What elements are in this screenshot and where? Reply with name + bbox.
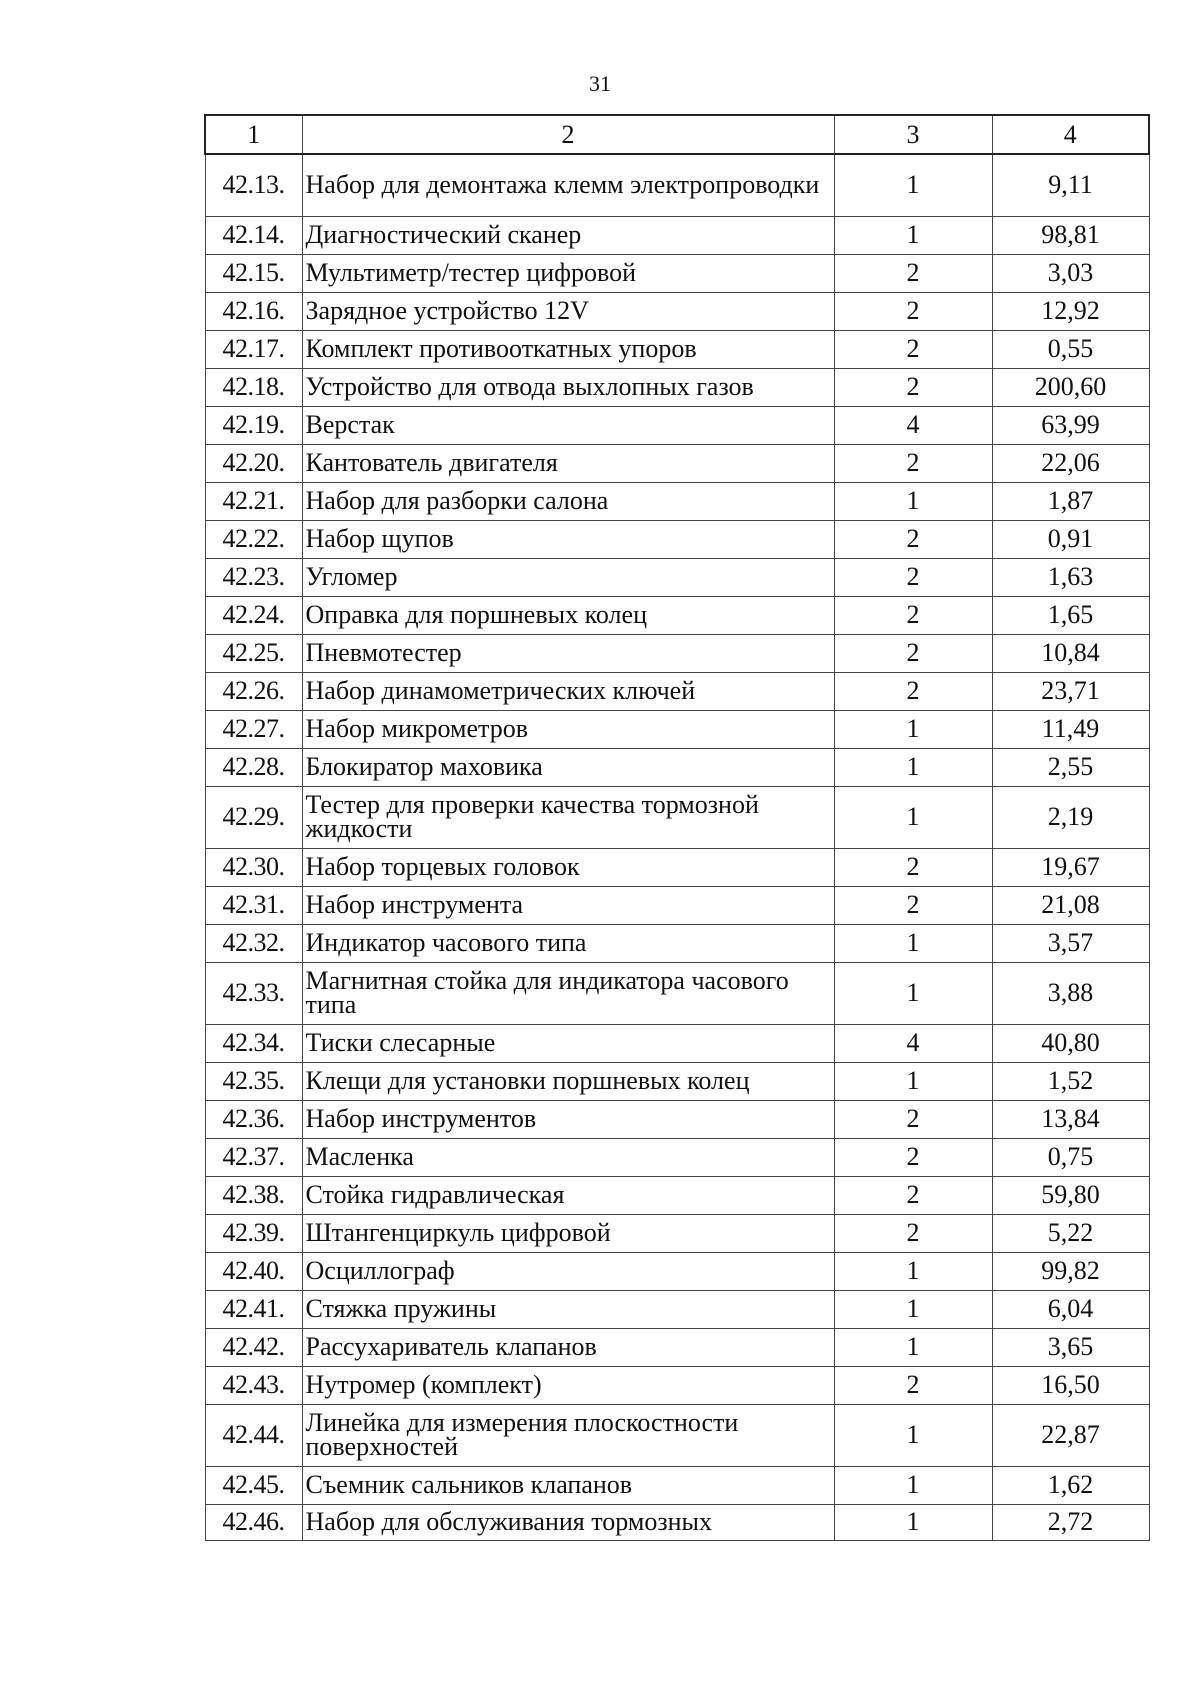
row-number: 42.18.: [205, 368, 302, 406]
header-col-1: 1: [205, 115, 302, 154]
table-row: [205, 154, 1149, 216]
table-row: [205, 1466, 1149, 1504]
table-row: [205, 962, 1149, 1024]
header-col-4: 4: [992, 115, 1149, 154]
row-number: 42.15.: [205, 254, 302, 292]
item-name: Набор для демонтажа клемм электропроводки: [302, 154, 834, 216]
item-quantity: 2: [834, 368, 992, 406]
item-quantity: 2: [834, 520, 992, 558]
item-name: Пневмотестер: [302, 634, 834, 672]
item-name: Зарядное устройство 12V: [302, 292, 834, 330]
item-quantity: 4: [834, 1024, 992, 1062]
item-quantity: 1: [834, 1290, 992, 1328]
item-value: 21,08: [992, 886, 1149, 924]
item-quantity: 1: [834, 1252, 992, 1290]
item-quantity: 2: [834, 1176, 992, 1214]
row-number: 42.17.: [205, 330, 302, 368]
item-quantity: 2: [834, 886, 992, 924]
item-quantity: 1: [834, 1328, 992, 1366]
item-quantity: 2: [834, 1138, 992, 1176]
row-number: 42.28.: [205, 748, 302, 786]
item-name: Набор инструментов: [302, 1100, 834, 1138]
item-value: 9,11: [992, 154, 1149, 216]
item-value: 3,57: [992, 924, 1149, 962]
row-number: 42.38.: [205, 1176, 302, 1214]
item-name: Масленка: [302, 1138, 834, 1176]
table-row: [205, 886, 1149, 924]
item-name: Штангенциркуль цифровой: [302, 1214, 834, 1252]
item-name: Комплект противооткатных упоров: [302, 330, 834, 368]
item-name: Блокиратор маховика: [302, 748, 834, 786]
row-number: 42.35.: [205, 1062, 302, 1100]
item-name: Набор динамометрических ключей: [302, 672, 834, 710]
row-number: 42.36.: [205, 1100, 302, 1138]
row-number: 42.45.: [205, 1466, 302, 1504]
item-value: 11,49: [992, 710, 1149, 748]
item-value: 59,80: [992, 1176, 1149, 1214]
item-quantity: 1: [834, 1504, 992, 1540]
item-quantity: 2: [834, 330, 992, 368]
item-quantity: 1: [834, 482, 992, 520]
item-value: 6,04: [992, 1290, 1149, 1328]
item-name: Индикатор часового типа: [302, 924, 834, 962]
item-quantity: 1: [834, 748, 992, 786]
item-value: 2,19: [992, 786, 1149, 848]
table-row: [205, 1138, 1149, 1176]
item-quantity: 2: [834, 444, 992, 482]
item-value: 3,03: [992, 254, 1149, 292]
table-row: [205, 596, 1149, 634]
row-number: 42.20.: [205, 444, 302, 482]
row-number: 42.21.: [205, 482, 302, 520]
item-value: 19,67: [992, 848, 1149, 886]
table-row: [205, 1290, 1149, 1328]
item-name: Набор инструмента: [302, 886, 834, 924]
row-number: 42.34.: [205, 1024, 302, 1062]
row-number: 42.40.: [205, 1252, 302, 1290]
row-number: 42.14.: [205, 216, 302, 254]
table-row: [205, 1062, 1149, 1100]
row-number: 42.30.: [205, 848, 302, 886]
item-name: Набор микрометров: [302, 710, 834, 748]
table-row: [205, 634, 1149, 672]
row-number: 42.43.: [205, 1366, 302, 1404]
item-value: 0,55: [992, 330, 1149, 368]
item-quantity: 2: [834, 1100, 992, 1138]
table-row: [205, 1252, 1149, 1290]
table-row: [205, 368, 1149, 406]
table-row: [205, 1366, 1149, 1404]
table-row: [205, 254, 1149, 292]
item-name: Клещи для установки поршневых колец: [302, 1062, 834, 1100]
item-quantity: 2: [834, 634, 992, 672]
item-value: 2,72: [992, 1504, 1149, 1540]
item-value: 63,99: [992, 406, 1149, 444]
item-quantity: 1: [834, 1404, 992, 1466]
table-row: [205, 1024, 1149, 1062]
table-row: [205, 924, 1149, 962]
item-value: 5,22: [992, 1214, 1149, 1252]
item-quantity: 1: [834, 154, 992, 216]
item-name: Диагностический сканер: [302, 216, 834, 254]
row-number: 42.16.: [205, 292, 302, 330]
row-number: 42.23.: [205, 558, 302, 596]
item-name: Набор щупов: [302, 520, 834, 558]
table-row: [205, 1504, 1149, 1540]
item-quantity: 2: [834, 292, 992, 330]
item-quantity: 2: [834, 1214, 992, 1252]
item-name: Тиски слесарные: [302, 1024, 834, 1062]
item-value: 13,84: [992, 1100, 1149, 1138]
item-name: Тестер для проверки качества тормозной жидкости: [302, 786, 834, 848]
item-value: 1,65: [992, 596, 1149, 634]
item-quantity: 2: [834, 672, 992, 710]
row-number: 42.46.: [205, 1504, 302, 1540]
item-quantity: 2: [834, 254, 992, 292]
table-row: [205, 330, 1149, 368]
row-number: 42.33.: [205, 962, 302, 1024]
row-number: 42.44.: [205, 1404, 302, 1466]
row-number: 42.39.: [205, 1214, 302, 1252]
item-name: Магнитная стойка для индикатора часового типа: [302, 962, 834, 1024]
item-quantity: 2: [834, 1366, 992, 1404]
row-number: 42.19.: [205, 406, 302, 444]
item-value: 99,82: [992, 1252, 1149, 1290]
item-quantity: 1: [834, 216, 992, 254]
item-name: Угломер: [302, 558, 834, 596]
item-value: 200,60: [992, 368, 1149, 406]
table-row: [205, 1176, 1149, 1214]
row-number: 42.24.: [205, 596, 302, 634]
item-value: 3,88: [992, 962, 1149, 1024]
header-col-2: 2: [302, 115, 834, 154]
item-name: Набор для разборки салона: [302, 482, 834, 520]
item-value: 98,81: [992, 216, 1149, 254]
table-row: [205, 292, 1149, 330]
row-number: 42.41.: [205, 1290, 302, 1328]
item-name: Линейка для измерения плоскостности поверхностей: [302, 1404, 834, 1466]
item-value: 22,87: [992, 1404, 1149, 1466]
item-quantity: 1: [834, 1466, 992, 1504]
table-row: [205, 520, 1149, 558]
table-row: [205, 710, 1149, 748]
row-number: 42.31.: [205, 886, 302, 924]
item-name: Стойка гидравлическая: [302, 1176, 834, 1214]
table-body: [205, 154, 1149, 1540]
equipment-table: [204, 114, 1150, 1541]
item-value: 22,06: [992, 444, 1149, 482]
item-quantity: 2: [834, 848, 992, 886]
page-number: 31: [589, 71, 611, 96]
table-row: [205, 1214, 1149, 1252]
row-number: 42.25.: [205, 634, 302, 672]
item-value: 16,50: [992, 1366, 1149, 1404]
item-value: 40,80: [992, 1024, 1149, 1062]
item-name: Мультиметр/тестер цифровой: [302, 254, 834, 292]
item-quantity: 1: [834, 962, 992, 1024]
table-row: [205, 406, 1149, 444]
item-value: 1,63: [992, 558, 1149, 596]
item-name: Кантователь двигателя: [302, 444, 834, 482]
item-name: Набор торцевых головок: [302, 848, 834, 886]
table-row: [205, 558, 1149, 596]
row-number: 42.29.: [205, 786, 302, 848]
item-value: 23,71: [992, 672, 1149, 710]
table-row: [205, 748, 1149, 786]
item-name: Рассухариватель клапанов: [302, 1328, 834, 1366]
header-col-3: 3: [834, 115, 992, 154]
item-value: 3,65: [992, 1328, 1149, 1366]
table-header: [205, 115, 1149, 154]
item-name: Осциллограф: [302, 1252, 834, 1290]
item-value: 0,91: [992, 520, 1149, 558]
table-row: [205, 1404, 1149, 1466]
item-value: 1,52: [992, 1062, 1149, 1100]
item-quantity: 2: [834, 558, 992, 596]
item-quantity: 4: [834, 406, 992, 444]
item-name: Съемник сальников клапанов: [302, 1466, 834, 1504]
row-number: 42.22.: [205, 520, 302, 558]
item-value: 1,62: [992, 1466, 1149, 1504]
row-number: 42.42.: [205, 1328, 302, 1366]
item-quantity: 1: [834, 1062, 992, 1100]
row-number: 42.37.: [205, 1138, 302, 1176]
row-number: 42.13.: [205, 154, 302, 216]
item-name: Устройство для отвода выхлопных газов: [302, 368, 834, 406]
item-quantity: 1: [834, 710, 992, 748]
item-name: Набор для обслуживания тормозных: [302, 1504, 834, 1540]
item-value: 10,84: [992, 634, 1149, 672]
row-number: 42.26.: [205, 672, 302, 710]
row-number: 42.27.: [205, 710, 302, 748]
table-row: [205, 1328, 1149, 1366]
item-name: Верстак: [302, 406, 834, 444]
table-row: [205, 786, 1149, 848]
item-quantity: 1: [834, 786, 992, 848]
item-name: Стяжка пружины: [302, 1290, 834, 1328]
item-quantity: 2: [834, 596, 992, 634]
item-value: 12,92: [992, 292, 1149, 330]
item-name: Оправка для поршневых колец: [302, 596, 834, 634]
table-row: [205, 482, 1149, 520]
table-row: [205, 848, 1149, 886]
table-row: [205, 444, 1149, 482]
item-name: Нутромер (комплект): [302, 1366, 834, 1404]
header-row: [205, 115, 1149, 154]
item-quantity: 1: [834, 924, 992, 962]
item-value: 0,75: [992, 1138, 1149, 1176]
row-number: 42.32.: [205, 924, 302, 962]
table-row: [205, 672, 1149, 710]
table-row: [205, 1100, 1149, 1138]
item-value: 1,87: [992, 482, 1149, 520]
table-row: [205, 216, 1149, 254]
item-value: 2,55: [992, 748, 1149, 786]
